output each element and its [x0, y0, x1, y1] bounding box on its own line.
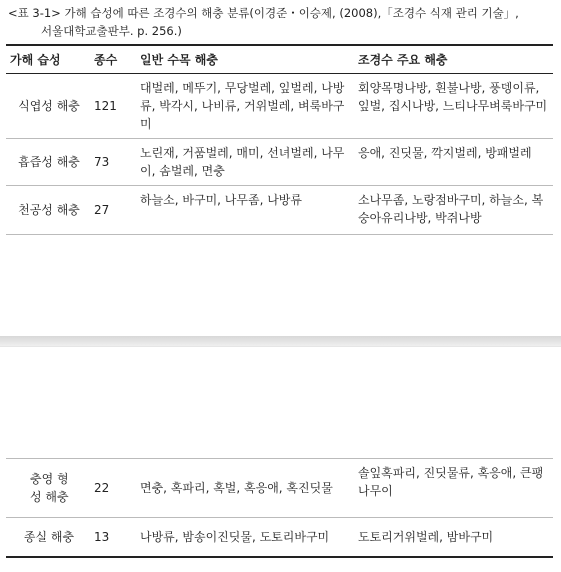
table-row [6, 186, 553, 235]
table-row [6, 459, 553, 518]
caption-line-1: <표 3-1> 가해 습성에 따른 조경수의 해충 분류(이경준・이승제, (2008),「조경수 식재 관리 기술」, [8, 6, 519, 20]
general-pests-cell: 하늘소, 바구미, 나무좀, 나방류 [140, 193, 302, 207]
habit-cell: 흡즙성 해충 [18, 155, 80, 169]
general-pests-cell: 나방류, 밤송이진딧물, 도토리바구미 [140, 530, 330, 544]
pest-table-top [6, 44, 553, 235]
habit-cell [6, 459, 88, 517]
major-pests-cell: 솔잎혹파리, 진딧물류, 혹응애, 큰팽나무이 [358, 466, 544, 498]
major-pests-cell: 소나무좀, 노랑점바구미, 하늘소, 복숭아유리나방, 박쥐나방 [358, 193, 544, 225]
table-header-row [6, 44, 553, 74]
habit-cell: 종실 해충 [23, 530, 75, 544]
table-caption [8, 4, 556, 40]
table-row [6, 139, 553, 186]
habit-cell: 식엽성 해충 [18, 99, 80, 113]
general-pests-cell: 면충, 혹파리, 혹벌, 혹응애, 혹진딧물 [140, 481, 333, 495]
habit-text: 충영 형성 해충 [30, 472, 69, 504]
habit-cell: 천공성 해충 [18, 203, 80, 217]
page-break-band [0, 336, 561, 346]
major-pests-cell: 회양목명나방, 흰불나방, 풍뎅이류, 잎벌, 집시나방, 느티나무벼룩바구미 [358, 81, 548, 113]
count-cell: 27 [94, 203, 110, 217]
count-cell: 13 [94, 530, 110, 544]
header-habit: 가해 습성 [10, 52, 61, 67]
header-general-pests: 일반 수목 해충 [140, 52, 218, 67]
table-row [6, 74, 553, 139]
count-cell: 22 [94, 481, 110, 495]
count-cell: 73 [94, 155, 110, 169]
general-pests-cell: 노린재, 거품벌레, 매미, 선녀벌레, 나무이, 솜벌레, 면충 [140, 146, 345, 178]
major-pests-cell: 응애, 진딧물, 깍지벌레, 방패벌레 [358, 146, 532, 160]
header-major-pests: 조경수 주요 해충 [358, 52, 448, 67]
caption-line-2: 서울대학교출판부. p. 256.) [41, 24, 182, 38]
table-row [6, 518, 553, 558]
page-break-line [0, 346, 561, 347]
general-pests-cell: 대벌레, 메뚜기, 무당벌레, 잎벌레, 나방류, 박각시, 나비류, 거위벌레, 벼룩바구미 [140, 81, 345, 131]
major-pests-cell: 도토리거위벌레, 밤바구미 [358, 530, 494, 544]
pest-table-bottom [6, 458, 553, 558]
count-cell: 121 [94, 99, 117, 113]
header-count: 종수 [94, 52, 118, 67]
